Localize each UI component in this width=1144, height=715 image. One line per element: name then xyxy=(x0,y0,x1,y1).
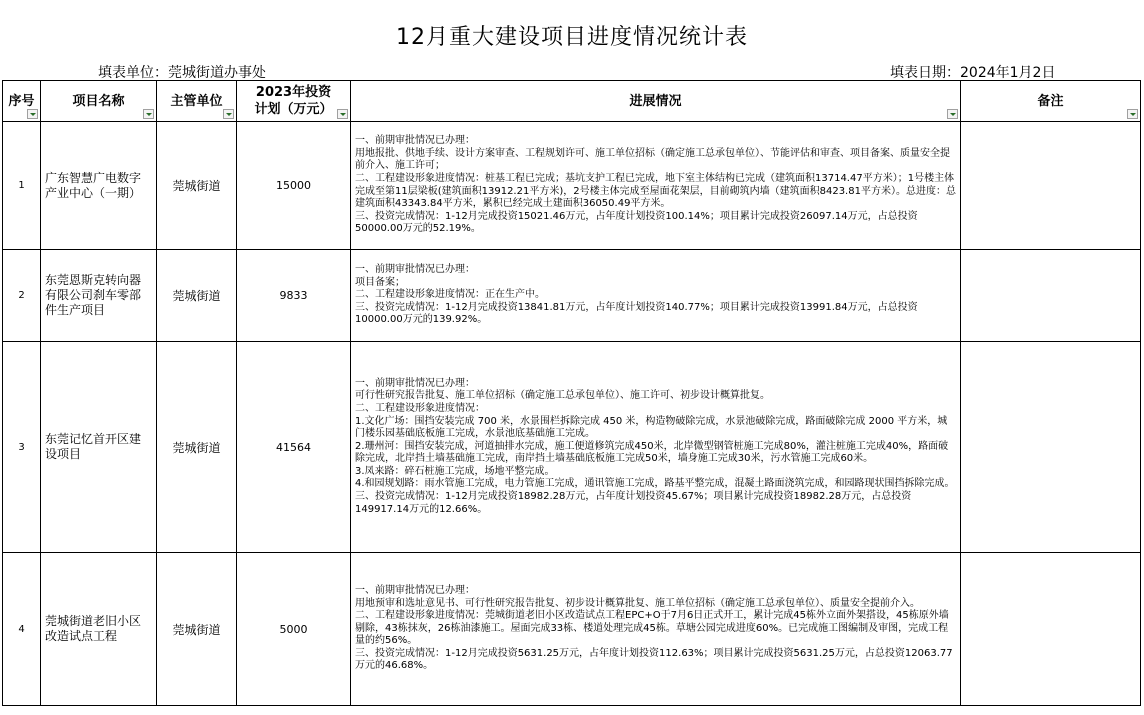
progress-line: 二、工程建设形象进度情况：莞城街道老旧小区改造试点工程EPC+O于7月6日正式开工，累计完成45栋外立面外架搭设，45栋原外墙剔除，43栋抹灰，26栋油漆施工。屋面完成33栋、楼道处理完成45栋。草塘公园完成进度60%。已完成施工图编制及审图，完成工程量的约56%。 xyxy=(355,610,949,647)
cell-unit[interactable]: 莞城街道 xyxy=(157,342,237,553)
header-plan xyxy=(237,81,351,122)
fill-date: 填表日期：2024年1月2日 xyxy=(890,65,1056,81)
header-no-label: 序号 xyxy=(8,93,35,109)
progress-line: 1.文化广场：围挡安装完成 700 米，水景围栏拆除完成 450 米，构造物破除完成，水景池破除完成，路面破除完成 2000 平方米，城门楼乐园基础底板施工完成，水景池底基础施工完成。 xyxy=(355,415,948,440)
progress-line: 二、工程建设形象进度情况：正在生产中。 xyxy=(355,289,545,301)
cell-plan[interactable]: 15000 xyxy=(237,122,351,250)
cell-plan[interactable]: 41564 xyxy=(237,342,351,553)
progress-line: 4.和园规划路：雨水管施工完成，电力管施工完成，通讯管施工完成，路基平整完成，混凝土路面浇筑完成，和园路现状围挡拆除完成。 xyxy=(355,478,955,490)
filter-dropdown-icon[interactable] xyxy=(143,109,154,119)
table-row xyxy=(3,122,1141,250)
header-plan-line1: 2023年投资 xyxy=(255,85,332,100)
header-row xyxy=(3,81,1141,122)
header-plan-line2: 计划（万元） xyxy=(254,102,333,117)
cell-note[interactable] xyxy=(961,553,1141,706)
cell-unit[interactable]: 莞城街道 xyxy=(157,553,237,706)
cell-no[interactable]: 2 xyxy=(3,250,41,342)
cell-name[interactable]: 东莞记忆首开区建设项目 xyxy=(41,342,157,553)
progress-line: 一、前期审批情况已办理： xyxy=(355,135,475,147)
table-row xyxy=(3,553,1141,706)
cell-no[interactable]: 3 xyxy=(3,342,41,553)
cell-unit[interactable]: 莞城街道 xyxy=(157,250,237,342)
progress-line: 三、投资完成情况：1-12月完成投资15021.46万元，占年度计划投资100.14%；项目累计完成投资26097.14万元，占总投资50000.00万元的52.19%。 xyxy=(355,210,918,235)
cell-progress[interactable] xyxy=(351,250,961,342)
cell-note[interactable] xyxy=(961,250,1141,342)
sheet-title: 12月重大建设项目进度情况统计表 xyxy=(396,25,748,50)
filter-dropdown-icon[interactable] xyxy=(947,109,958,119)
cell-name[interactable]: 莞城街道老旧小区改造试点工程 xyxy=(41,553,157,706)
header-name xyxy=(41,81,157,122)
table-row xyxy=(3,250,1141,342)
table-row xyxy=(3,342,1141,553)
progress-line: 二、工程建设形象进度情况：桩基工程已完成；基坑支护工程已完成，地下室主体结构已完成（建筑面积13714.47平方米）；1号楼主体完成至第11层梁板(建筑面积13912.21平方米)，2号楼主体完成至屋面花架层，目前砌筑内墙（建筑面积8423.81平方米）。总进度：总建筑面积43343.84平方米，累积已经完成土建面积36050.49平方米。 xyxy=(355,172,956,210)
cell-unit[interactable]: 莞城街道 xyxy=(157,122,237,250)
progress-line: 三、投资完成情况：1-12月完成投资13841.81万元，占年度计划投资140.77%；项目累计完成投资13991.84万元，占总投资10000.00万元的139.92%。 xyxy=(355,301,918,326)
filter-dropdown-icon[interactable] xyxy=(27,109,38,119)
progress-line: 一、前期审批情况已办理： xyxy=(355,377,475,389)
header-no xyxy=(3,81,41,122)
progress-line: 3.凤来路：碎石桩施工完成，场地平整完成。 xyxy=(355,465,555,477)
filter-dropdown-icon[interactable] xyxy=(337,109,348,119)
progress-table xyxy=(2,80,1141,706)
header-progress xyxy=(351,81,961,122)
cell-name[interactable]: 广东智慧广电数字产业中心（一期） xyxy=(41,122,157,250)
cell-progress[interactable] xyxy=(351,553,961,706)
cell-plan[interactable]: 9833 xyxy=(237,250,351,342)
progress-line: 项目备案； xyxy=(355,276,405,288)
progress-line: 三、投资完成情况：1-12月完成投资18982.28万元，占年度计划投资45.67%；项目累计完成投资18982.28万元，占总投资149917.14万元的12.66%。 xyxy=(355,491,912,515)
cell-no[interactable]: 4 xyxy=(3,553,41,706)
progress-line: 用地报批、供地手续、设计方案审查、工程规划许可、施工单位招标（确定施工总承包单位）、节能评估和审查、项目备案、质量安全提前介入、施工许可； xyxy=(355,147,950,172)
progress-line: 可行性研究报告批复、施工单位招标（确定施工总承包单位）、施工许可、初步设计概算批复。 xyxy=(355,390,770,402)
header-unit xyxy=(157,81,237,122)
header-name-label: 项目名称 xyxy=(72,93,125,109)
cell-progress[interactable] xyxy=(351,122,961,250)
cell-plan[interactable]: 5000 xyxy=(237,553,351,706)
header-note-label: 备注 xyxy=(1037,93,1064,109)
progress-line: 二、工程建设形象进度情况： xyxy=(355,402,485,414)
cell-note[interactable] xyxy=(961,122,1141,250)
cell-note[interactable] xyxy=(961,342,1141,553)
cell-no[interactable]: 1 xyxy=(3,122,41,250)
progress-line: 一、前期审批情况已办理： xyxy=(355,584,475,596)
header-unit-label: 主管单位 xyxy=(170,93,223,109)
filter-dropdown-icon[interactable] xyxy=(1127,109,1138,119)
header-note xyxy=(961,81,1141,122)
filter-dropdown-icon[interactable] xyxy=(223,109,234,119)
progress-line: 三、投资完成情况：1-12月完成投资5631.25万元，占年度计划投资112.63%；项目累计完成投资5631.25万元，占总投资12063.77万元的46.68%。 xyxy=(355,647,953,672)
progress-line: 用地预审和选址意见书、可行性研究报告批复、初步设计概算批复、施工单位招标（确定施工总承包单位）、质量安全提前介入。 xyxy=(355,597,920,609)
cell-progress[interactable] xyxy=(351,342,961,553)
cell-name[interactable]: 东莞恩斯克转向器有限公司刹车零部件生产项目 xyxy=(41,250,157,342)
progress-line: 2.珊州河：围挡安装完成，河道抽排水完成，施工便道修筑完成450米，北岸微型钢管桩施工完成80%，灌注桩施工完成40%，路面破除完成，北岸挡土墙基础施工完成，南岸挡土墙基础底板施工完成50米，墙身施工完成30米，污水管施工完成60米。 xyxy=(355,440,949,465)
fill-unit: 填表单位：莞城街道办事处 xyxy=(98,65,266,81)
progress-line: 一、前期审批情况已办理： xyxy=(355,264,475,276)
header-progress-label: 进展情况 xyxy=(629,93,682,109)
